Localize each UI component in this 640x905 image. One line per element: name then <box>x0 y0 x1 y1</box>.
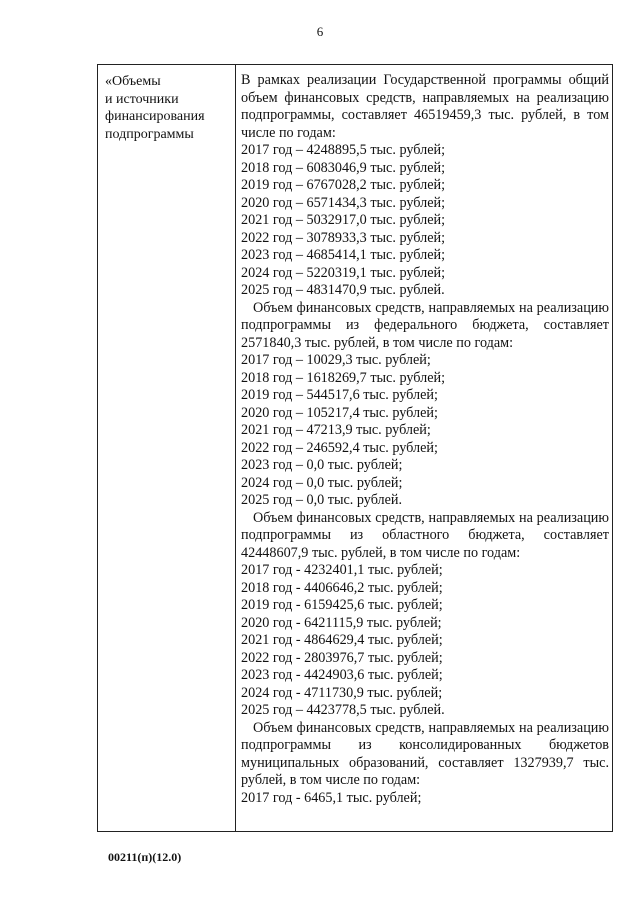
total-year-line: 2025 год – 4831470,9 тыс. рублей. <box>241 282 445 298</box>
funding-table <box>97 64 613 832</box>
regional-year-line: 2019 год - 6159425,6 тыс. рублей; <box>241 597 443 613</box>
regional-funding-paragraph: Объем финансовых средств, направляемых на реализацию подпрограммы из областного бюджета, составляет 42448607,9 тыс. рублей, в том числе по годам: <box>241 509 609 561</box>
federal-year-line: 2018 год – 1618269,7 тыс. рублей; <box>241 369 446 386</box>
federal-year-line: 2017 год – 10029,3 тыс. рублей; <box>241 352 431 368</box>
funding-description-cell <box>241 72 609 807</box>
total-year-line: 2018 год – 6083046,9 тыс. рублей; <box>241 159 446 176</box>
federal-year-line: 2019 год – 544517,6 тыс. рублей; <box>241 387 438 403</box>
municipal-funding-paragraph: Объем финансовых средств, направляемых на реализацию подпрограммы из консолидированных бюджетов муниципальных образований, составляет 1327939,7 тыс. рублей, в том числе по годам: <box>241 719 609 788</box>
total-year-line: 2021 год – 5032917,0 тыс. рублей; <box>241 212 446 228</box>
regional-year-line: 2022 год - 2803976,7 тыс. рублей; <box>241 649 443 666</box>
regional-year-line: 2020 год - 6421115,9 тыс. рублей; <box>241 614 442 631</box>
federal-funding-year-list <box>241 352 609 510</box>
federal-year-line: 2021 год – 47213,9 тыс. рублей; <box>241 422 431 438</box>
federal-year-line: 2022 год – 246592,4 тыс. рублей; <box>241 439 438 456</box>
column-divider <box>235 65 236 831</box>
municipal-funding-year-list <box>241 790 609 808</box>
federal-year-line: 2025 год – 0,0 тыс. рублей. <box>241 492 403 508</box>
total-funding-year-list <box>241 142 609 300</box>
regional-year-line: 2025 год – 4423778,5 тыс. рублей. <box>241 702 445 718</box>
regional-year-line: 2018 год - 4406646,2 тыс. рублей; <box>241 579 443 596</box>
total-year-line: 2019 год – 6767028,2 тыс. рублей; <box>241 177 446 193</box>
page-number: 6 <box>316 24 324 39</box>
row-label: «Объемы и источники финансирования подпрограммы <box>105 74 205 142</box>
federal-year-line: 2023 год – 0,0 тыс. рублей; <box>241 457 403 473</box>
document-code: 00211(п)(12.0) <box>108 850 182 864</box>
total-funding-paragraph: В рамках реализации Государственной программы общий объем финансовых средств, направляемых на реализацию подпрограммы, составляет 46519459,3 тыс. рублей, в том числе по годам: <box>241 72 609 141</box>
total-year-line: 2023 год – 4685414,1 тыс. рублей; <box>241 247 446 263</box>
federal-funding-paragraph: Объем финансовых средств, направляемых на реализацию подпрограммы из федерального бюджета, составляет 2571840,3 тыс. рублей, в том числе по годам: <box>241 299 609 351</box>
regional-year-line: 2021 год - 4864629,4 тыс. рублей; <box>241 632 443 648</box>
federal-year-line: 2024 год – 0,0 тыс. рублей; <box>241 474 403 491</box>
regional-funding-year-list <box>241 562 609 720</box>
total-year-line: 2022 год – 3078933,3 тыс. рублей; <box>241 229 446 246</box>
federal-year-line: 2020 год – 105217,4 тыс. рублей; <box>241 404 438 421</box>
total-year-line: 2024 год – 5220319,1 тыс. рублей; <box>241 264 446 281</box>
total-year-line: 2017 год – 4248895,5 тыс. рублей; <box>241 142 446 158</box>
regional-year-line: 2017 год - 4232401,1 тыс. рублей; <box>241 562 443 578</box>
regional-year-line: 2023 год - 4424903,6 тыс. рублей; <box>241 667 443 683</box>
municipal-year-line: 2017 год - 6465,1 тыс. рублей; <box>241 789 422 806</box>
total-year-line: 2020 год – 6571434,3 тыс. рублей; <box>241 194 446 211</box>
regional-year-line: 2024 год - 4711730,9 тыс. рублей; <box>241 684 443 701</box>
